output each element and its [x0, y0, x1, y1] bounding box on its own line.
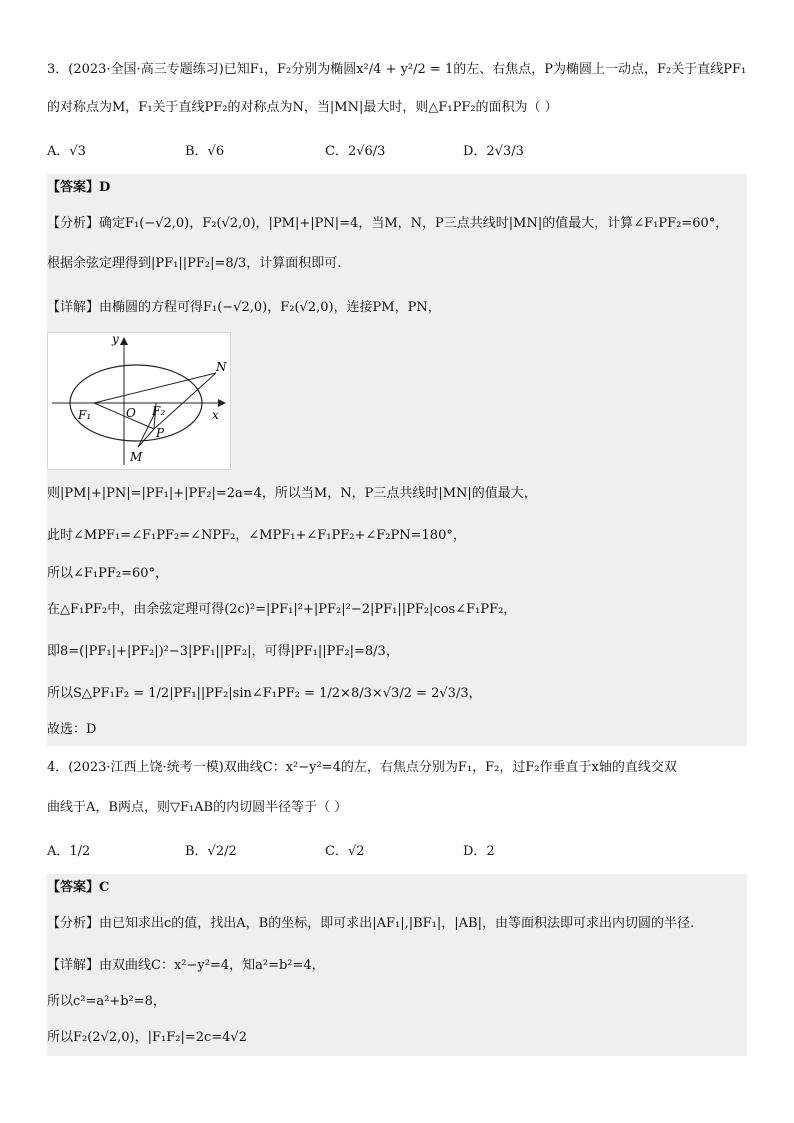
q3-detail-line4: 所以∠F₁PF₂=60°，	[47, 566, 169, 581]
q3-detail-line3: 此时∠MPF₁=∠F₁PF₂=∠NPF₂，∠MPF₁+∠F₁PF₂+∠F₂PN=180°，	[47, 528, 466, 543]
q3-detail-line1: 【详解】由椭圆的方程可得F₁(−√2,0)，F₂(√2,0)，连接PM，PN，	[47, 300, 441, 315]
q4-detail-line1: 【详解】由双曲线C：x²−y²=4，知a²=b²=4，	[47, 958, 325, 973]
q3-detail-line2: 则|PM|+|PN|=|PF₁|+|PF₂|=2a=4，所以当M，N，P三点共线时|MN|的值最大，	[47, 486, 537, 501]
figure-label-m: M	[130, 450, 143, 464]
figure-label-f1: F₁	[78, 408, 92, 422]
figure-label-p: P	[156, 426, 165, 440]
q4-option-b: B．√2/2	[185, 844, 237, 859]
q3-detail-line7: 所以S△PF₁F₂ = 1/2|PF₁||PF₂|sin∠F₁PF₂ = 1/2×8/3×√3/2 = 2√3/3，	[47, 686, 482, 701]
q3-detail-line6: 即8=(|PF₁|+|PF₂|)²−3|PF₁||PF₂|，可得|PF₁||PF₂|=8/3，	[47, 644, 399, 659]
figure-label-n: N	[216, 360, 227, 374]
q4-stem-line1: 4．(2023·江西上饶·统考一模)双曲线C：x²−y²=4的左，右焦点分别为F₁，F₂，过F₂作垂直于x轴的直线交双	[47, 760, 677, 775]
q4-answer: 【答案】C	[47, 880, 110, 895]
q3-option-d: D．2√3/3	[463, 144, 524, 159]
q3-analysis-line2: 根据余弦定理得到|PF₁||PF₂|=8/3，计算面积即可.	[47, 256, 342, 271]
figure-label-x: x	[212, 408, 219, 422]
q3-option-b: B．√6	[185, 144, 225, 159]
q3-stem-line2: 的对称点为M，F₁关于直线PF₂的对称点为N，当|MN|最大时，则△F₁PF₂的面积为（ ）	[47, 100, 558, 115]
q4-option-a: A．1/2	[47, 844, 91, 859]
q4-analysis-line1: 【分析】由已知求出c的值，找出A，B的坐标，即可求出|AF₁|,|BF₁|，|AB|，由等面积法即可求出内切圆的半径.	[47, 916, 695, 931]
q3-answer: 【答案】D	[47, 180, 111, 195]
ellipse-figure	[47, 332, 231, 470]
q3-analysis-line1: 【分析】确定F₁(−√2,0)，F₂(√2,0)，|PM|+|PN|=4，当M，N，P三点共线时|MN|的值最大，计算∠F₁PF₂=60°，	[47, 216, 729, 231]
q4-detail-line2: 所以c²=a²+b²=8，	[47, 994, 166, 1009]
q4-option-c: C．√2	[325, 844, 365, 859]
q3-choose: 故选：D	[47, 722, 97, 737]
figure-label-f2: F₂	[152, 404, 166, 418]
figure-label-o: O	[126, 406, 136, 420]
q3-option-c: C．2√6/3	[325, 144, 386, 159]
q4-detail-line3: 所以F₂(2√2,0)，|F₁F₂|=2c=4√2	[47, 1030, 247, 1045]
q3-option-a: A．√3	[47, 144, 86, 159]
q4-stem-line2: 曲线于A，B两点，则▽F₁AB的内切圆半径等于（ ）	[47, 800, 348, 815]
q4-option-d: D．2	[463, 844, 495, 859]
q3-stem-line1: 3．(2023·全国·高三专题练习)已知F₁，F₂分别为椭圆x²/4 + y²/2 = 1的左、右焦点，P为椭圆上一动点，F₂关于直线PF₁	[47, 62, 747, 77]
q3-detail-line5: 在△F₁PF₂中，由余弦定理可得(2c)²=|PF₁|²+|PF₂|²−2|PF₁||PF₂|cos∠F₁PF₂，	[47, 602, 517, 617]
figure-label-y: y	[112, 333, 119, 346]
